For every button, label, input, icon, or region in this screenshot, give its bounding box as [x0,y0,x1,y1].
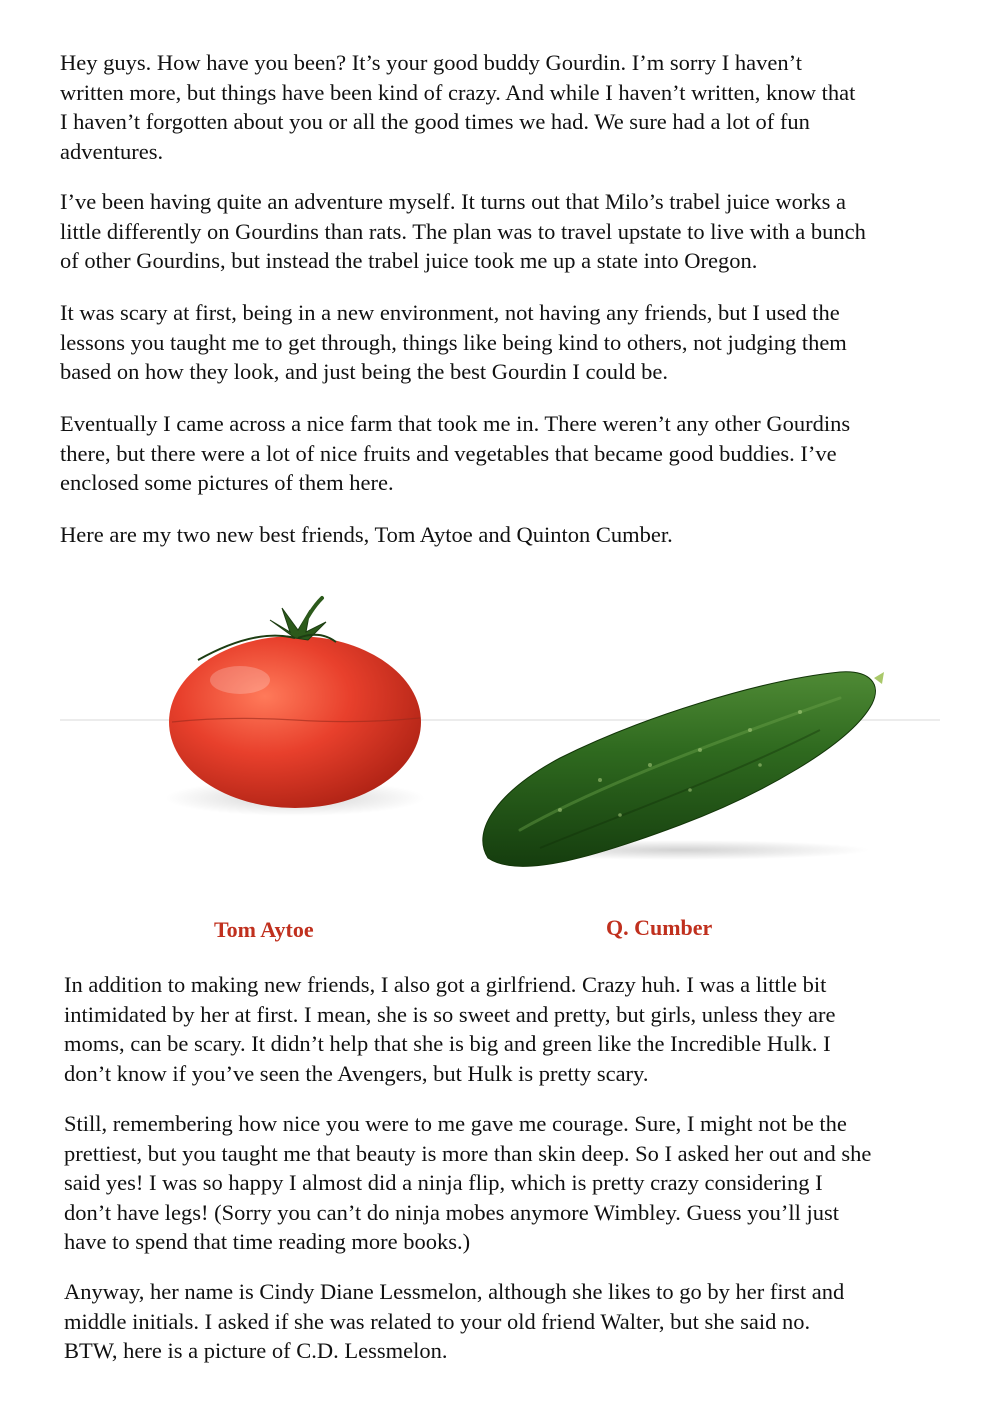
paragraph-line: middle initials. I asked if she was related to your old friend Walter, but she said no. [64,1308,811,1334]
paragraph-line: I’ve been having quite an adventure myself. It turns out that Milo’s trabel juice works a [60,189,847,214]
paragraph-3 [60,298,847,387]
paragraph-line: little differently on Gourdins than rats. The plan was to travel upstate to live with a bunch [60,218,866,244]
paragraph-line: enclosed some pictures of them here. [60,470,394,495]
paragraph-line: don’t know if you’ve seen the Avengers, but Hulk is pretty scary. [64,1060,649,1086]
paragraph-line: I haven’t forgotten about you or all the good times we had. We sure had a lot of fun [60,109,810,134]
paragraph-line: It was scary at first, being in a new environment, not having any friends, but I used the [60,300,840,325]
paragraph-line: Hey guys. How have you been? It’s your good buddy Gourdin. I’m sorry I haven’t [60,50,802,75]
paragraph-line: Here are my two new best friends, Tom Aytoe and Quinton Cumber. [60,522,673,547]
paragraph-line: lessons you taught me to get through, things like being kind to others, not judging them [60,329,847,355]
paragraph-line: BTW, here is a picture of C.D. Lessmelon. [64,1338,448,1363]
paragraph-8 [64,1277,844,1366]
paragraph-7 [64,1109,871,1257]
tomato-caption: Tom Aytoe [214,917,314,942]
paragraph-line: based on how they look, and just being the best Gourdin I could be. [60,359,669,384]
paragraph-line: prettiest, but you taught me that beauty is more than skin deep. So I asked her out and she [64,1140,872,1166]
paragraph-line: adventures. [60,138,164,164]
cucumber-picture [483,672,884,867]
paragraph-line: In addition to making new friends, I also got a girlfriend. Crazy huh. I was a little bit [64,972,827,997]
paragraph-1 [60,48,855,166]
paragraph-line: Still, remembering how nice you were to me gave me courage. Sure, I might not be the [64,1111,847,1136]
paragraph-line: have to spend that time reading more books.) [64,1229,471,1254]
friends-illustration [0,580,1000,960]
tomato-picture [165,598,425,816]
paragraph-2 [60,187,866,276]
paragraph-line: don’t have legs! (Sorry you can’t do ninja mobes anymore Wimbley. Guess you’ll just [64,1199,840,1225]
cucumber-caption: Q. Cumber [606,915,713,940]
friends-figure [0,580,1000,960]
paragraph-line: moms, can be scary. It didn’t help that she is big and green like the Incredible Hulk. I [64,1031,831,1056]
paragraph-line: Anyway, her name is Cindy Diane Lessmelon, although she likes to go by her first and [64,1279,845,1304]
paragraph-4 [60,409,850,498]
paragraph-6 [64,970,835,1088]
paragraph-line: there, but there were a lot of nice fruits and vegetables that became good buddies. I’ve [60,440,837,466]
paragraph-line: intimidated by her at first. I mean, she is so sweet and pretty, but girls, unless they are [64,1001,836,1027]
paragraph-line: said yes! I was so happy I almost did a ninja flip, which is pretty crazy considering I [64,1170,823,1195]
paragraph-5 [60,520,673,550]
paragraph-line: written more, but things have been kind of crazy. And while I haven’t written, know that [60,79,856,105]
paragraph-line: of other Gourdins, but instead the trabel juice took me up a state into Oregon. [60,248,758,273]
paragraph-line: Eventually I came across a nice farm that took me in. There weren’t any other Gourdins [60,411,851,436]
